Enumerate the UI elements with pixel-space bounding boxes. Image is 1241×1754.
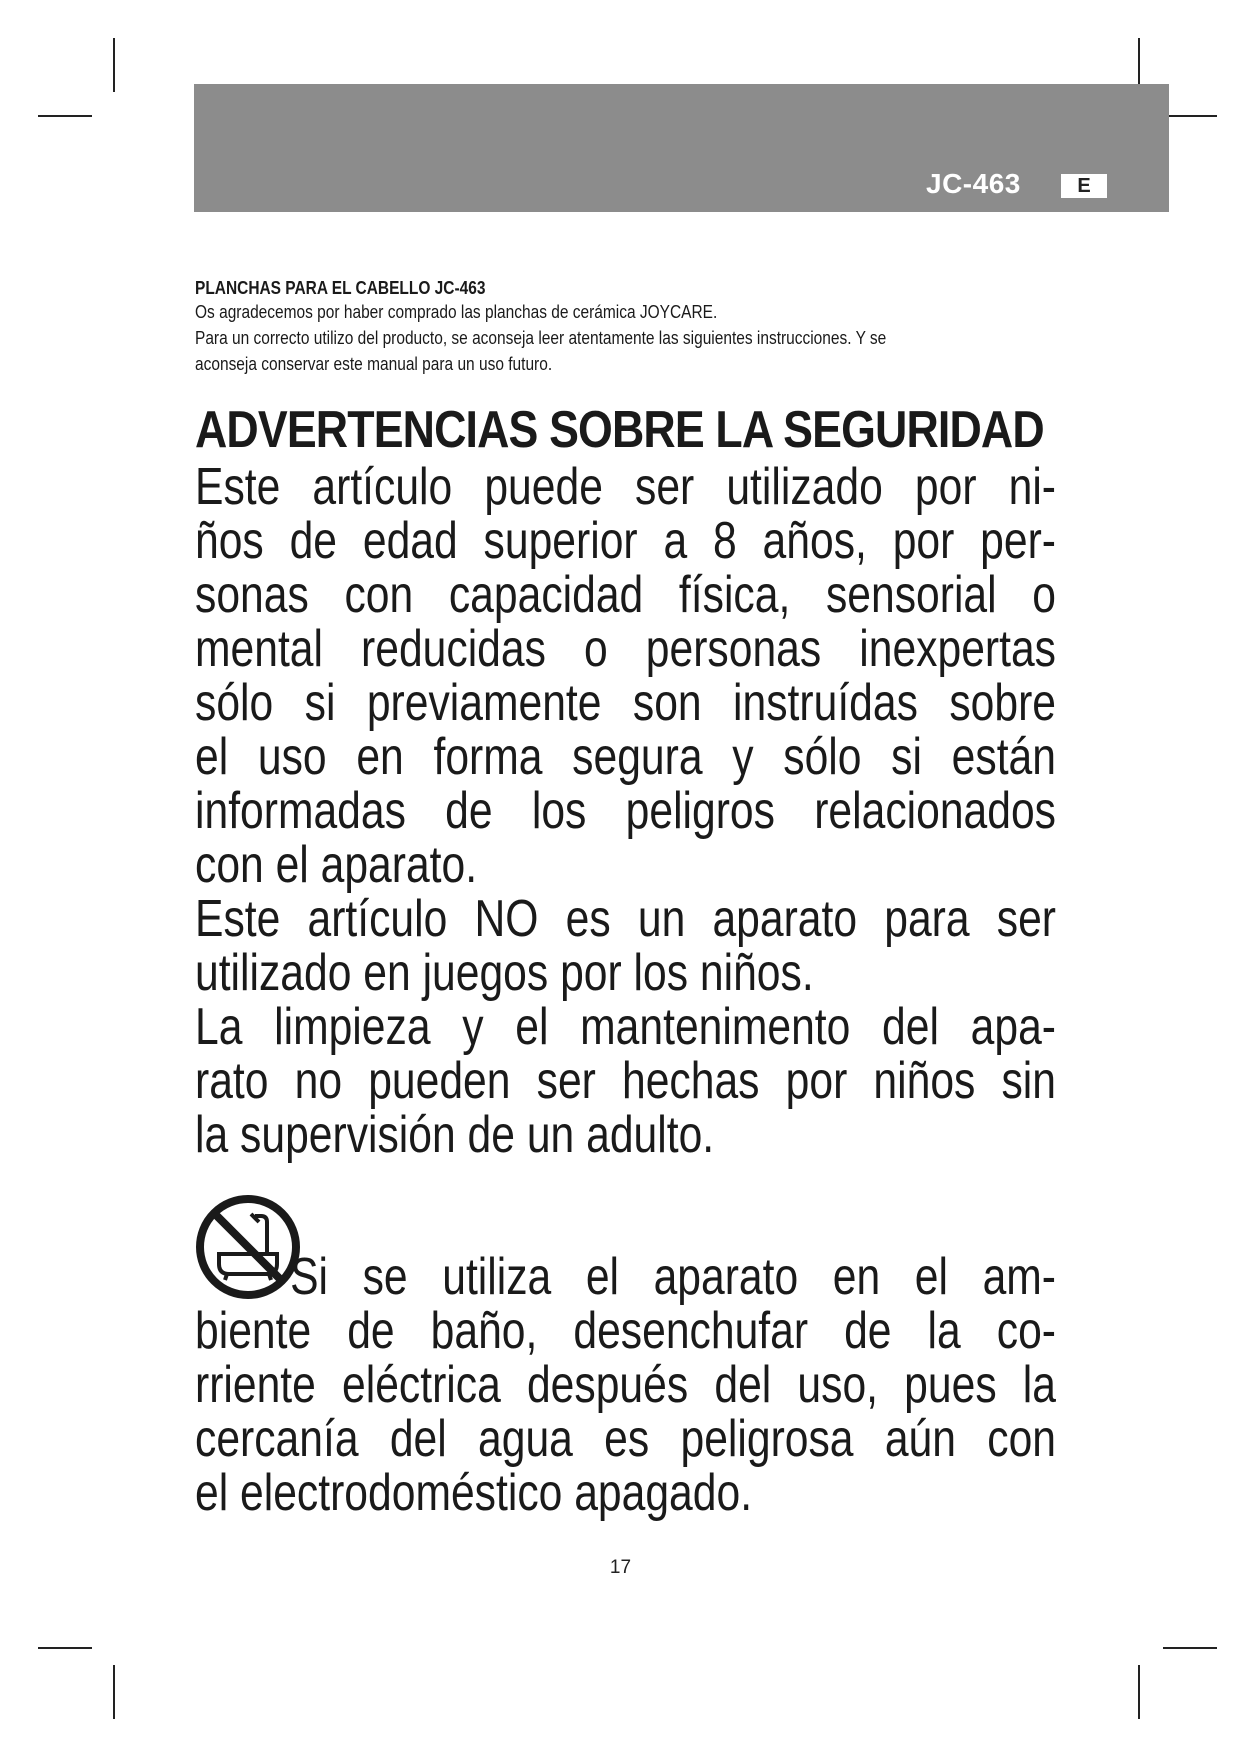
intro-line: Para un correcto utilizo del producto, se aconseja leer atentamente las siguientes instrucciones. Y se: [195, 328, 887, 348]
intro-line: aconseja conservar este manual para un uso futuro.: [195, 354, 553, 374]
safety-line: con el aparato.: [195, 836, 478, 894]
safety-line: ños de edad superior a 8 años, por per-: [195, 512, 1056, 570]
crop-mark-bottom-right-v: [1138, 1665, 1140, 1719]
bathroom-text: [195, 1250, 1056, 1520]
intro-line: Os agradecemos por haber comprado las planchas de cerámica JOYCARE.: [195, 302, 718, 322]
crop-mark-bottom-left-v: [113, 1665, 115, 1719]
bathroom-warning: [195, 1250, 1055, 1520]
bathroom-line: biente de baño, desenchufar de la co-: [195, 1302, 1056, 1360]
product-title: PLANCHAS PARA EL CABELLO JC-463: [195, 278, 486, 298]
safety-line: Este artículo NO es un aparato para ser: [195, 890, 1056, 948]
crop-mark-top-left-v: [113, 38, 115, 92]
header-band: [194, 84, 1169, 212]
safety-section: [195, 400, 1055, 1162]
crop-mark-top-right-h: [1163, 115, 1217, 117]
safety-line: utilizado en juegos por los niños.: [195, 944, 814, 1002]
safety-line: Este artículo puede ser utilizado por ni-: [195, 458, 1056, 516]
bathroom-line: cercanía del agua es peligrosa aún con: [195, 1410, 1056, 1468]
model-number: JC-463: [926, 168, 1021, 199]
crop-mark-bottom-right-h: [1163, 1647, 1217, 1649]
safety-line: el uso en forma segura y sólo si están: [195, 728, 1056, 786]
bathroom-line: el electrodoméstico apagado.: [195, 1464, 753, 1522]
safety-line: mental reducidas o personas inexpertas: [195, 620, 1056, 678]
intro-text: [195, 299, 1241, 377]
safety-line: La limpieza y el mantenimento del apa-: [195, 998, 1056, 1056]
crop-mark-bottom-left-h: [38, 1647, 92, 1649]
safety-line: sonas con capacidad física, sensorial o: [195, 566, 1056, 624]
safety-line: sólo si previamente son instruídas sobre: [195, 674, 1056, 732]
language-badge: E: [1061, 174, 1107, 198]
page-number: 17: [609, 1557, 632, 1578]
safety-text: [195, 460, 1056, 1162]
bathroom-line: rriente eléctrica después del uso, pues la: [195, 1356, 1056, 1414]
bathroom-line: Si se utiliza el aparato en el am-: [290, 1248, 1056, 1306]
crop-mark-top-left-h: [38, 115, 92, 117]
safety-line: informadas de los peligros relacionados: [195, 782, 1056, 840]
safety-line: rato no pueden ser hechas por niños sin: [195, 1052, 1056, 1110]
safety-line: la supervisión de un adulto.: [195, 1106, 715, 1164]
safety-heading: ADVERTENCIAS SOBRE LA SEGURIDAD: [195, 401, 1044, 459]
intro-section: [195, 277, 1085, 377]
